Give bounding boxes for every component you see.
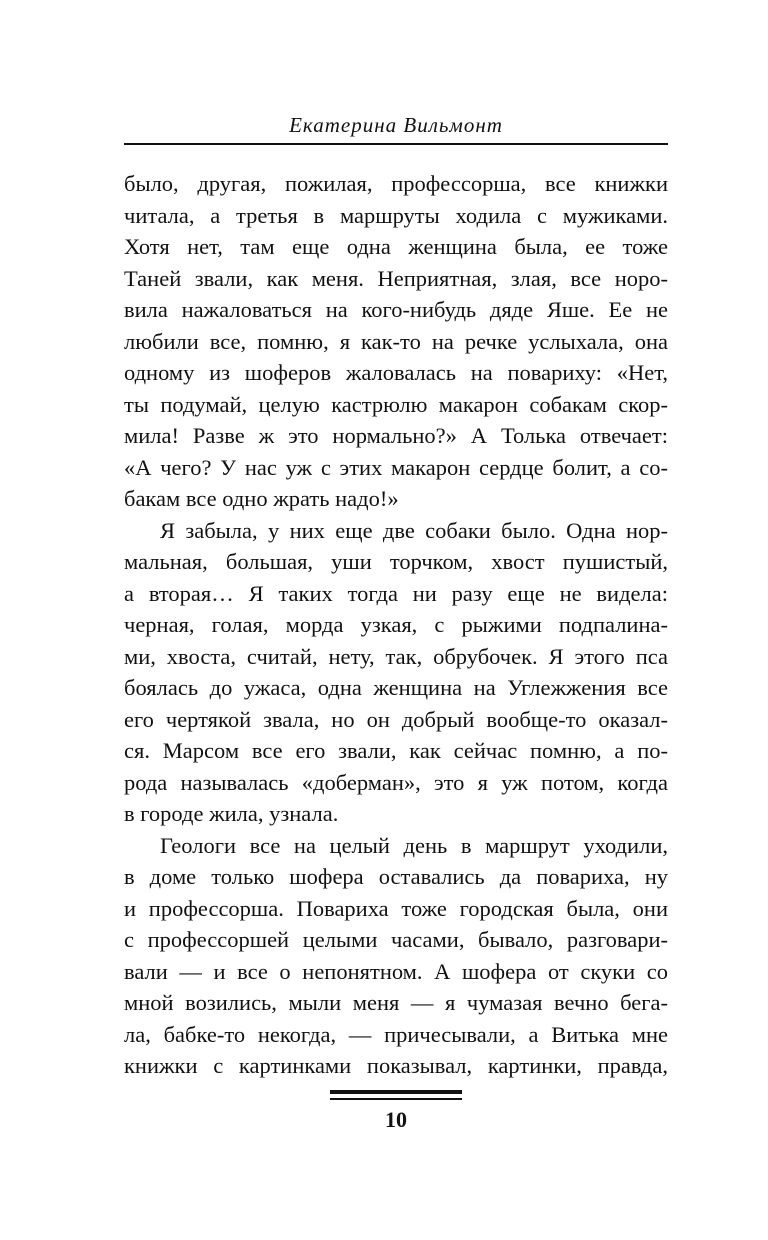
- text-line: ты подумай, целую кастрюлю макарон собакам скор-: [124, 391, 668, 417]
- text-line: боялась до ужаса, одна женщина на Углежжения все: [124, 675, 668, 700]
- text-line: бакам все одно жрать надо!»: [124, 486, 399, 511]
- text-line: ми, хвоста, считай, нету, так, обрубочек. Я этого пса: [124, 643, 668, 669]
- text-line: вали — и все о непонятном. А шофера от скуки со: [124, 958, 668, 984]
- text-line: любили все, помню, я как-то на речке услыхала, она: [124, 328, 668, 354]
- text-line: мальная, большая, уши торчком, хвост пушистый,: [124, 549, 668, 574]
- page-number: 10: [385, 1107, 407, 1132]
- text-line: Таней звали, как меня. Неприятная, злая, все норо-: [124, 265, 668, 291]
- header-rule: [124, 143, 668, 145]
- body-text: [124, 168, 668, 1082]
- text-line: его чертякой звала, но он добрый вообще-то оказал-: [124, 706, 668, 732]
- text-line: в доме только шофера оставались да повариха, ну: [124, 864, 668, 889]
- text-line: в городе жила, узнала.: [124, 801, 339, 826]
- text-line: читала, а третья в маршруты ходила с мужиками.: [124, 202, 668, 228]
- text-line: с профессоршей целыми часами, бывало, разговари-: [124, 927, 668, 952]
- text-line: было, другая, пожилая, профессорша, все книжки: [124, 171, 668, 196]
- text-line: «А чего? У нас уж с этих макарон сердце болит, а со-: [124, 454, 668, 480]
- text-line: рода называлась «доберман», это я уж потом, когда: [124, 769, 668, 795]
- text-line: мила! Разве ж это нормально?» А Толька отвечает:: [124, 423, 668, 448]
- text-line: Хотя нет, там еще одна женщина была, ее тоже: [124, 234, 668, 259]
- text-line: мной возились, мыли меня — я чумазая вечно бега-: [124, 990, 668, 1015]
- text-line: ся. Марсом все его звали, как сейчас помню, а по-: [124, 738, 668, 763]
- footer-rule-thick: [330, 1090, 462, 1094]
- text-line: одному из шоферов жаловалась на повариху: «Нет,: [124, 360, 668, 385]
- running-head-title: Екатерина Вильмонт: [289, 113, 503, 137]
- footer-rule-thin: [330, 1098, 462, 1100]
- text-line: Я забыла, у них еще две собаки было. Одна нор-: [160, 517, 668, 543]
- text-line: а вторая… Я таких тогда ни разу еще не видела:: [124, 580, 668, 606]
- text-line: ла, бабке-то некогда, — причесывали, а Витька мне: [124, 1021, 668, 1047]
- text-line: вила нажаловаться на кого-нибудь дяде Яше. Ее не: [124, 297, 668, 322]
- text-line: черная, голая, морда узкая, с рыжими подпалина-: [124, 612, 668, 637]
- text-line: и профессорша. Повариха тоже городская была, они: [124, 895, 668, 921]
- text-line: книжки с картинками показывал, картинки, правда,: [124, 1053, 668, 1078]
- text-line: Геологи все на целый день в маршрут уходили,: [160, 832, 668, 858]
